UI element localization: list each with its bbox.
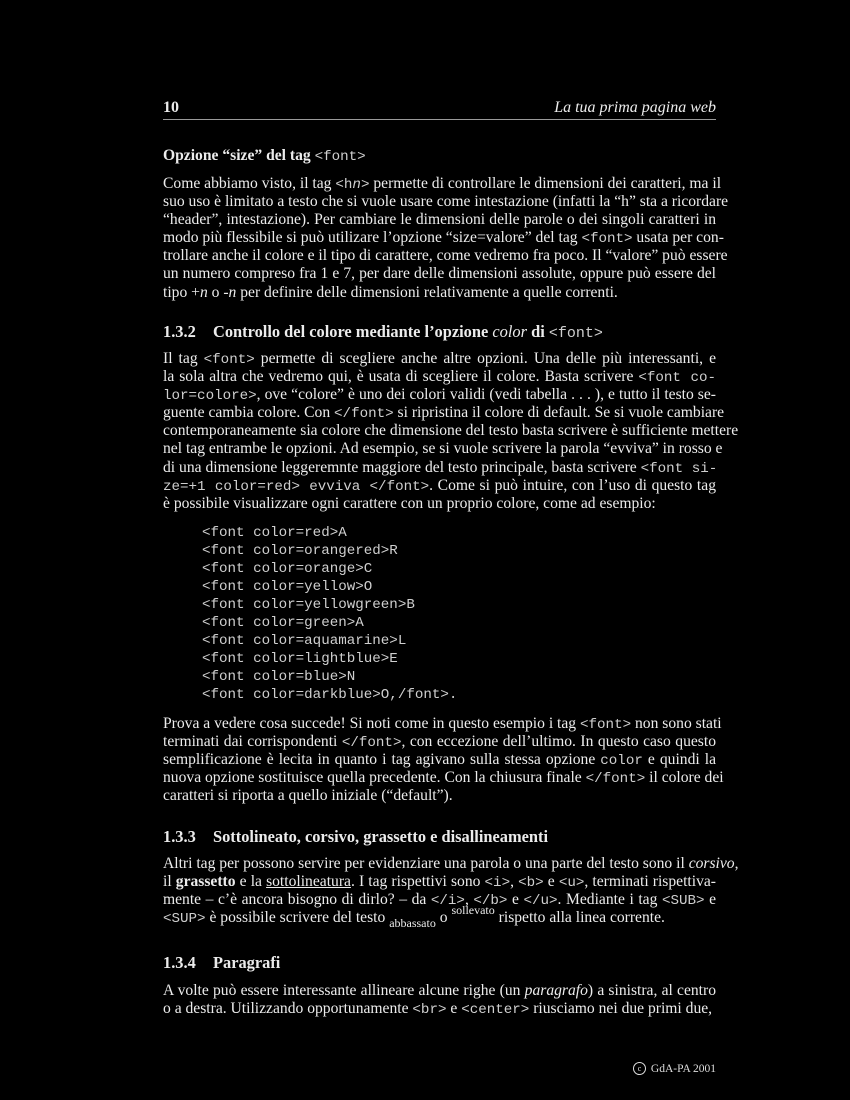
- text-run: e: [543, 873, 559, 891]
- text-run: il colore dei: [645, 769, 724, 787]
- page-number: 10: [163, 99, 179, 116]
- paragraph-color-body: [163, 350, 739, 513]
- text-line: [163, 284, 716, 302]
- text-run: il: [163, 873, 176, 891]
- text-run: è possibile scrivere del testo: [205, 909, 390, 927]
- inline-code: <br>: [412, 1002, 447, 1019]
- superscript-text: sollevato: [451, 903, 495, 918]
- text-line: [163, 404, 725, 423]
- text-run: . Mediante i tag: [557, 891, 662, 909]
- text-run: Prova a vedere cosa succede! Si noti come in questo esempio i tag: [163, 715, 581, 732]
- text-line: [163, 265, 716, 283]
- footer-text: GdA-PA 2001: [650, 1063, 716, 1075]
- text-run: un numero compreso fra 1 e 7, per dare delle dimensioni assolute, oppure può essere del: [163, 265, 716, 283]
- italic-text: n: [199, 283, 208, 301]
- inline-code: <font si-: [640, 460, 718, 477]
- inline-code: <SUB>: [661, 893, 705, 910]
- section-title: Controllo del colore mediante l’opzione: [213, 322, 493, 341]
- text-run: non sono stati: [631, 715, 722, 732]
- inline-code: <i>: [484, 875, 511, 892]
- code-line: <font color=lightblue>E: [202, 651, 398, 667]
- section-title: Paragrafi: [213, 953, 281, 972]
- text-line: [163, 873, 716, 891]
- text-run: permette di scegliere anche altre opzioni. Una delle più interessanti, e: [254, 350, 717, 367]
- inline-code: ze=+1 color=red> evviva </font>: [163, 478, 430, 495]
- text-run: la sola altra che vedremo qui, è usata di scegliere il colore. Basta scrivere: [163, 368, 639, 386]
- text-run: ,: [464, 891, 474, 909]
- text-line: [163, 891, 716, 909]
- text-run: Come abbiamo visto, il tag: [163, 175, 336, 192]
- text-line: [163, 787, 716, 805]
- inline-code: </u>: [523, 893, 558, 910]
- paragraph-formatting-body: [163, 855, 739, 931]
- code-line: <font color=darkblue>O,/font>.: [202, 687, 458, 703]
- text-run: nel tag entrambe le opzioni. Ad esempio, se si vuole scrivere la parola “evviva” in rosso e: [163, 440, 723, 458]
- text-run: si ripristina il colore di default. Se si vuole cambiare: [393, 404, 725, 422]
- code-line: <font color=aquamarine>L: [202, 633, 407, 649]
- footer-copyright: [633, 1062, 716, 1075]
- text-line: [163, 386, 716, 404]
- paragraph-color-after: [163, 715, 724, 805]
- text-run: e la: [235, 873, 267, 891]
- text-line: [163, 350, 716, 368]
- code-line: <font color=green>A: [202, 615, 364, 631]
- text-line: [163, 193, 729, 211]
- text-run: ) a sinistra, al centro: [587, 982, 716, 999]
- running-title: La tua prima pagina web: [554, 99, 716, 116]
- text-run: . I tag rispettivi sono: [350, 873, 485, 891]
- italic-text: paragrafo: [524, 982, 588, 999]
- text-run: semplificazione è lecita in quanto i tag agivano sulla stessa opzione: [163, 751, 601, 769]
- text-run: terminati dai corrispondenti: [163, 733, 342, 751]
- inline-code: <b>: [518, 875, 544, 892]
- inline-code: </i>: [430, 893, 465, 910]
- copyright-icon: c: [633, 1062, 646, 1075]
- code-line: <font color=red>A: [202, 525, 347, 541]
- text-run: guente cambia colore. Con: [163, 404, 335, 422]
- text-line: [163, 1000, 716, 1018]
- italic-text: corsivo: [688, 855, 735, 872]
- text-line: [163, 229, 724, 248]
- section-title-italic: color: [492, 322, 527, 341]
- text-run: e: [507, 891, 524, 909]
- inline-code: color: [600, 753, 643, 770]
- text-line: [163, 495, 716, 513]
- paragraph-heading-size: [163, 147, 366, 165]
- code-example: [202, 524, 457, 704]
- inline-code: </font>: [334, 406, 394, 423]
- inline-code: <font>: [581, 231, 633, 248]
- text-run: e: [446, 1000, 462, 1018]
- inline-code: </font>: [341, 735, 402, 752]
- heading-code: <font>: [314, 149, 366, 165]
- text-run: permette di controllare le dimensioni dei caratteri, ma il: [369, 175, 722, 192]
- inline-code: <u>: [558, 875, 585, 892]
- section-number: 1.3.3: [163, 827, 196, 846]
- inline-code: <center>: [461, 1002, 530, 1019]
- inline-code: lor=colore>: [163, 388, 257, 405]
- inline-code: <h: [335, 177, 353, 193]
- inline-code: <font>: [580, 717, 632, 733]
- text-run: è possibile visualizzare ogni carattere con un proprio colore, come ad esempio:: [163, 494, 656, 512]
- text-run: ,: [734, 855, 739, 872]
- text-line: [163, 903, 716, 931]
- text-run: suo uso è limitato a testo che si vuole usare come intestazione (infatti la “h” sta a ricordare: [163, 193, 729, 211]
- section-title: Sottolineato, corsivo, grassetto e disallineamenti: [213, 827, 549, 846]
- text-run: Il tag: [163, 350, 204, 367]
- text-run: mente – c’è ancora bisogno di dirlo? – da: [163, 891, 431, 909]
- header-rule: [163, 119, 716, 120]
- text-run: “header”, intestazione). Per cambiare le dimensioni delle parole o dei singoli caratteri in: [163, 211, 716, 229]
- section-title-code: <font>: [548, 325, 603, 342]
- text-line: [163, 247, 728, 265]
- text-run: di una dimensione leggeremnte maggiore del testo principale, basta scrivere: [163, 458, 641, 476]
- text-line: [163, 715, 722, 733]
- section-heading-1-3-3: [163, 827, 548, 847]
- code-line: <font color=yellow>O: [202, 579, 373, 595]
- text-run: A volte può essere interessante allineare alcune righe (un: [163, 982, 525, 999]
- text-run: e: [704, 891, 716, 909]
- text-run: nuova opzione sostituisce quella precedente. Con la chiusura finale: [163, 769, 586, 787]
- text-run: Altri tag per possono servire per evidenziare una parola o una parte del testo sono il: [163, 855, 689, 872]
- text-line: [163, 751, 716, 769]
- section-heading-1-3-2: [163, 322, 603, 342]
- text-line: [163, 175, 722, 193]
- text-line: [163, 211, 716, 229]
- text-line: [163, 440, 723, 458]
- text-run: usata per con-: [632, 229, 724, 247]
- paragraph-size-body: [163, 175, 729, 302]
- text-run: o: [435, 909, 452, 927]
- text-line: [163, 982, 716, 1000]
- section-number: 1.3.4: [163, 953, 196, 972]
- code-line: <font color=orangered>R: [202, 543, 398, 559]
- text-line: [163, 459, 716, 477]
- text-run: , ove “colore” è uno dei colori validi (vedi tabella . . . ), e tutto il testo se-: [256, 386, 716, 404]
- text-line: [163, 422, 739, 440]
- text-run: . Come si può intuire, con l’uso di questo tag: [429, 476, 716, 494]
- text-run: , con eccezione dell’ultimo. In questo caso questo: [401, 733, 716, 751]
- text-run: e quindi la: [642, 751, 716, 769]
- section-title-mid: di: [526, 322, 549, 341]
- section-number: 1.3.2: [163, 322, 196, 341]
- text-run: , terminati rispettiva-: [584, 873, 716, 891]
- inline-code: <font>: [203, 352, 255, 368]
- text-run: per definire delle dimensioni relativamente a quelle correnti.: [236, 283, 618, 301]
- text-run: caratteri si riporta a quello iniziale (“default”).: [163, 787, 453, 805]
- text-run: tipo +: [163, 283, 200, 301]
- running-header: [163, 99, 716, 119]
- inline-code: <SUP>: [163, 911, 206, 928]
- underlined-text: sottolineatura: [266, 873, 351, 891]
- text-line: [163, 769, 724, 788]
- inline-code: </font>: [585, 771, 646, 788]
- text-run: riusciamo nei due primi due,: [529, 1000, 713, 1018]
- inline-code: >: [360, 177, 370, 193]
- text-line: [163, 368, 716, 386]
- text-run: contemporaneamente sia colore che dimensione del testo basta scrivere è sufficiente mettere: [163, 422, 739, 440]
- text-run: o -: [207, 283, 229, 301]
- text-run: ,: [510, 873, 519, 891]
- text-line: [163, 477, 716, 495]
- subscript-text: abbassato: [389, 916, 436, 931]
- code-line: <font color=blue>N: [202, 669, 356, 685]
- code-line: <font color=yellowgreen>B: [202, 597, 415, 613]
- text-line: [163, 855, 739, 873]
- inline-code: <font co-: [638, 370, 716, 387]
- inline-code-italic: n: [352, 177, 361, 193]
- italic-text: n: [228, 283, 237, 301]
- text-run: modo più flessibile si può utilizare l’opzione “size=valore” del tag: [163, 229, 582, 247]
- text-run: trollare anche il colore e il tipo di carattere, come vedremo fra poco. Il “valore” può essere: [163, 247, 728, 265]
- heading-text: Opzione “size” del tag: [163, 147, 315, 164]
- text-line: [163, 733, 716, 751]
- paragraph-paragraphs-body: [163, 982, 716, 1018]
- bold-text: grassetto: [175, 873, 236, 891]
- text-run: o a destra. Utilizzando opportunamente: [163, 1000, 413, 1018]
- section-heading-1-3-4: [163, 953, 280, 973]
- inline-code: </b>: [473, 893, 508, 910]
- text-run: rispetto alla linea corrente.: [494, 909, 665, 927]
- code-line: <font color=orange>C: [202, 561, 373, 577]
